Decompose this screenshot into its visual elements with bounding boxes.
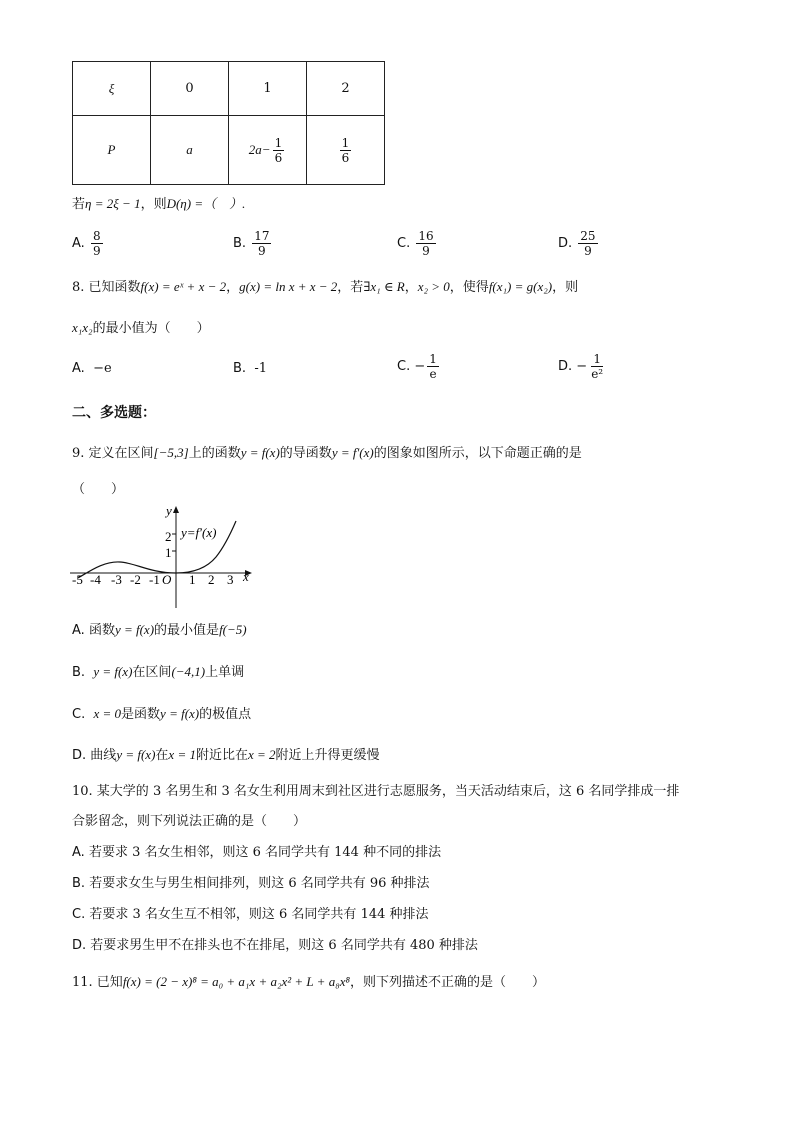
q8-option-b[interactable]: B. -1 [233,361,267,376]
q7-option-c[interactable]: C. $\frac{16}{9}$ [397,229,434,258]
table-cell-0: 0 [151,62,229,116]
x-tick-label: 2 [208,572,215,587]
q8-option-d[interactable]: D. − $\frac{1}{\text{e²}}$ [558,352,604,381]
q7-stem: 若η = 2ξ − 1，则D(η) =（ ）. [72,196,246,212]
table-cell-xi: ξ [73,62,151,116]
q8-stem-line2: x₁x₂的最小值为（ ） [72,320,210,336]
table-cell-a: a [151,116,229,185]
q8-option-c[interactable]: C. − $\frac{1}{e}$ [397,352,437,381]
derivative-graph [70,503,260,613]
q8-option-a[interactable]: A. −e [72,361,112,376]
fraction: $\frac{1}{6}$ [274,135,283,165]
q7-option-b[interactable]: B. $\frac{17}{9}$ [233,229,270,258]
section-title: 二、多选题： [72,405,156,421]
q10-option-a[interactable]: A. 若要求 3 名女生相邻，则这 6 名同学共有 144 种不同的排法 [72,845,442,860]
x-tick-label: -5 [72,572,83,587]
y-tick-label-1: 1 [165,545,172,560]
fraction: $\frac{1}{6}$ [341,135,350,165]
distribution-table [72,61,385,185]
q7-option-d[interactable]: D. $\frac{25}{9}$ [558,229,596,258]
table-prob-row [73,116,385,185]
table-cell-frac [307,116,385,185]
table-cell-p: P [73,116,151,185]
y-tick-label-2: 2 [165,529,172,544]
origin-label: O [162,572,172,587]
q9-option-d[interactable]: D. 曲线y = f(x)在x = 1附近比在x = 2附近上升得更缓慢 [72,747,380,763]
q10-stem-line1: 10. 某大学的 3 名男生和 3 名女生利用周末到社区进行志愿服务，当天活动结束后，这 6 名同学排成一排 [72,784,680,799]
x-tick-label: -3 [111,572,122,587]
x-axis-label: x [243,569,249,584]
q11-stem: 11. 已知f(x) = (2 − x)⁸ = a₀ + a₁x + a₂x² + L + a₈x⁸，则下列描述不正确的是（ ） [72,974,546,990]
y-axis-arrow-icon [173,506,179,513]
table-cell-2a-minus-frac [229,116,307,185]
q7-option-a[interactable]: A. $\frac{8}{9}$ [72,229,101,258]
table-cell-1: 1 [229,62,307,116]
table-cell-2: 2 [307,62,385,116]
q9-stem: 9. 定义在区间[−5,3]上的函数y = f(x)的导函数y = f′(x)的图象如图所示，以下命题正确的是 [72,445,582,461]
q10-stem-line2: 合影留念，则下列说法正确的是（ ） [72,814,307,829]
x-tick-label: -2 [130,572,141,587]
curve-label: y=f′(x) [181,525,217,540]
x-tick-label: -4 [90,572,101,587]
q10-option-d[interactable]: D. 若要求男生甲不在排头也不在排尾，则这 6 名同学共有 480 种排法 [72,938,478,953]
q9-option-b[interactable]: B. y = f(x)在区间(−4,1)上单调 [72,664,245,680]
table-header-row [73,62,385,116]
q10-option-c[interactable]: C. 若要求 3 名女生互不相邻，则这 6 名同学共有 144 种排法 [72,907,429,922]
x-tick-label: -1 [149,572,160,587]
q9-option-c[interactable]: C. x = 0是函数y = f(x)的极值点 [72,706,252,722]
q9-option-a[interactable]: A. 函数y = f(x)的最小值是f(−5) [72,622,247,638]
y-axis-label: y [166,503,172,518]
x-tick-label: 1 [189,572,196,587]
x-tick-label: 3 [227,572,234,587]
q9-paren: （ ） [72,482,125,497]
q10-option-b[interactable]: B. 若要求女生与男生相间排列，则这 6 名同学共有 96 种排法 [72,876,430,891]
q8-stem-line1: 8. 已知函数f(x) = eˣ + x − 2，g(x) = ln x + x − 2，若∃x₁ ∈ R，x₂ > 0，使得f(x₁) = g(x₂)，则 [72,279,579,295]
expr-2a: 2a− [248,141,271,157]
